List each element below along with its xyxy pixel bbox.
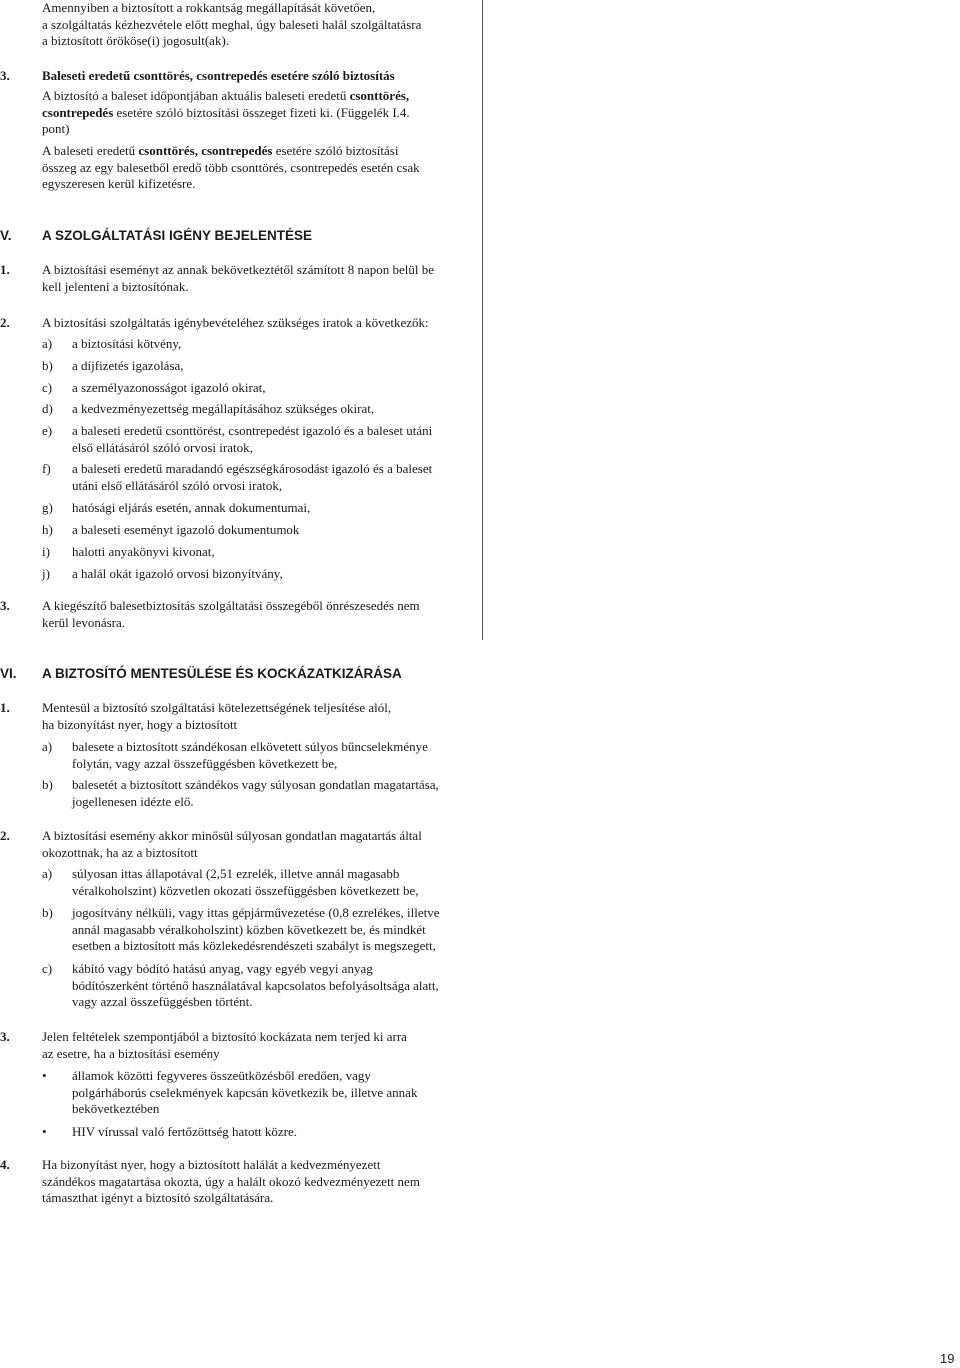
item-number: 2. <box>0 315 10 330</box>
list-label: c) <box>42 380 53 395</box>
bold-run: csontrepedés <box>42 104 114 120</box>
text-run: összeg az egy balesetből eredő több csonttörés, csontrepedés esetén csak egyszeresen kerül kifizetésre. <box>42 159 420 191</box>
list-item: a baleseti eseményt igazoló dokumentumok <box>72 522 300 537</box>
list-item: HIV vírussal való fertőzöttség hatott közre. <box>72 1124 298 1139</box>
list-label: f) <box>42 461 51 476</box>
item-number: 2. <box>0 828 10 843</box>
item-number: 3. <box>0 68 10 83</box>
bold-run: csonttörés, <box>349 88 410 103</box>
bullet: • <box>42 1068 47 1083</box>
section-title: A BIZTOSÍTÓ MENTESÜLÉSE ÉS KOCKÁZATKIZÁRÁSA <box>42 666 402 681</box>
item-text: A biztosítási szolgáltatás igénybevételéhez szükséges iratok a következők: <box>42 315 429 330</box>
list-item: kábító vagy bódító hatású anyag, vagy egyéb vegyi anyag bódítószerként történő használatával kapcsolatos befolyásoltsága alatt, vagy azzal összefüggésben történt. <box>72 961 439 1009</box>
item-text: Ha bizonyítást nyer, hogy a biztosított halálát a kedvezményezett szándékos magatartása okozta, úgy a halált okozó kedvezményezett nem támaszthat igényt a biztosító szolgáltatására. <box>42 1157 420 1205</box>
list-label: d) <box>42 401 53 416</box>
list-label: g) <box>42 500 53 515</box>
item-number: 4. <box>0 1157 10 1172</box>
list-label: a) <box>42 739 53 754</box>
item-number: 1. <box>0 262 10 277</box>
list-item: a díjfizetés igazolása, <box>72 358 184 373</box>
list-item: balesetét a biztosított szándékos vagy súlyosan gondatlan magatartása, jogellenesen idézte elő. <box>72 777 439 809</box>
intro-paragraph: Amennyiben a biztosított a rokkantság megállapítását követően, a szolgáltatás kézhezvétele előtt meghal, úgy baleseti halál szolgáltatásra a biztosított örököse(i) jogosult(ak). <box>42 0 422 48</box>
bullet: • <box>42 1124 47 1139</box>
text-run: esetére szóló biztosítási összeget fizeti ki. (Függelék I.4. <box>113 104 410 120</box>
list-label: e) <box>42 423 53 438</box>
text-run: A biztosító a baleset időpontjában aktuális baleseti eredetű <box>42 88 350 103</box>
section-number: V. <box>0 228 12 243</box>
list-label: j) <box>42 566 50 581</box>
section-number: VI. <box>0 666 17 681</box>
list-item: a halál okát igazoló orvosi bizonyítvány, <box>72 566 283 581</box>
list-item: a biztosítási kötvény, <box>72 336 182 351</box>
list-label: a) <box>42 336 53 351</box>
column-divider <box>482 0 483 640</box>
item-text: A biztosítási esemény akkor minősül súlyosan gondatlan magatartás által okozottnak, ha az a biztosított <box>42 828 422 860</box>
list-label: b) <box>42 358 53 373</box>
text-run: A baleseti eredetű <box>42 143 139 158</box>
item-number: 1. <box>0 700 10 715</box>
list-item: jogosítvány nélküli, vagy ittas gépjárművezetése (0,8 ezrelékes, illetve annál magasabb véralkoholszint) közben következett be, és mindkét esetben a biztosított más közlekedésrendészeti szabályt is megszegett, <box>72 905 440 953</box>
paragraph <box>42 143 472 193</box>
page-number: 19 <box>940 1351 955 1366</box>
list-item: államok közötti fegyveres összeütközésből eredően, vagy polgárháborús cselekmények kapcsán következik be, illetve annak bekövetkeztében <box>72 1068 418 1116</box>
item-text: Mentesül a biztosító szolgáltatási kötelezettségének teljesítése alól, ha bizonyítást nyer, hogy a biztosított <box>42 700 392 732</box>
list-item: balesete a biztosított szándékosan elkövetett súlyos bűncselekménye folytán, vagy azzal összefüggésben következett be, <box>72 739 428 771</box>
list-item: a személyazonosságot igazoló okirat, <box>72 380 266 395</box>
paragraph <box>42 88 472 138</box>
bold-run: csonttörés, csontrepedés <box>138 143 273 158</box>
item-text: Jelen feltételek szempontjából a biztosító kockázata nem terjed ki arra az esetre, ha a biztosítási esemény <box>42 1029 407 1061</box>
list-item: a baleseti eredetű maradandó egészségkárosodást igazoló és a baleset utáni első ellátásáról szóló orvosi iratok, <box>72 461 433 493</box>
list-item: a baleseti eredetű csonttörést, csontrepedést igazoló és a baleset utáni első ellátásáról szóló orvosi iratok, <box>72 423 433 455</box>
text-run: esetére szóló biztosítási <box>272 143 399 158</box>
section-heading: Baleseti eredetű csonttörés, csontrepedés esetére szóló biztosítás <box>42 68 395 83</box>
list-item: hatósági eljárás esetén, annak dokumentumai, <box>72 500 311 515</box>
item-text: A kiegészítő balesetbiztosítás szolgáltatási összegéből önrészesedés nem kerül levonásra. <box>42 598 420 630</box>
list-item: a kedvezményezettség megállapításához szükséges okirat, <box>72 401 375 416</box>
list-item: halotti anyakönyvi kivonat, <box>72 544 215 559</box>
item-number: 3. <box>0 598 10 613</box>
list-label: i) <box>42 544 50 559</box>
list-label: b) <box>42 777 53 792</box>
item-text: A biztosítási eseményt az annak bekövetkeztétől számított 8 napon belül be kell jelenteni a biztosítónak. <box>42 262 435 294</box>
section-title: A SZOLGÁLTATÁSI IGÉNY BEJELENTÉSE <box>42 228 313 243</box>
item-number: 3. <box>0 1029 10 1044</box>
list-label: c) <box>42 961 53 976</box>
list-label: a) <box>42 866 53 881</box>
text-run: pont) <box>42 121 70 136</box>
list-label: b) <box>42 905 53 920</box>
list-item: súlyosan ittas állapotával (2,51 ezrelék, illetve annál magasabb véralkoholszint) közvetlen okozati összefüggésben következett be, <box>72 866 419 898</box>
list-label: h) <box>42 522 53 537</box>
